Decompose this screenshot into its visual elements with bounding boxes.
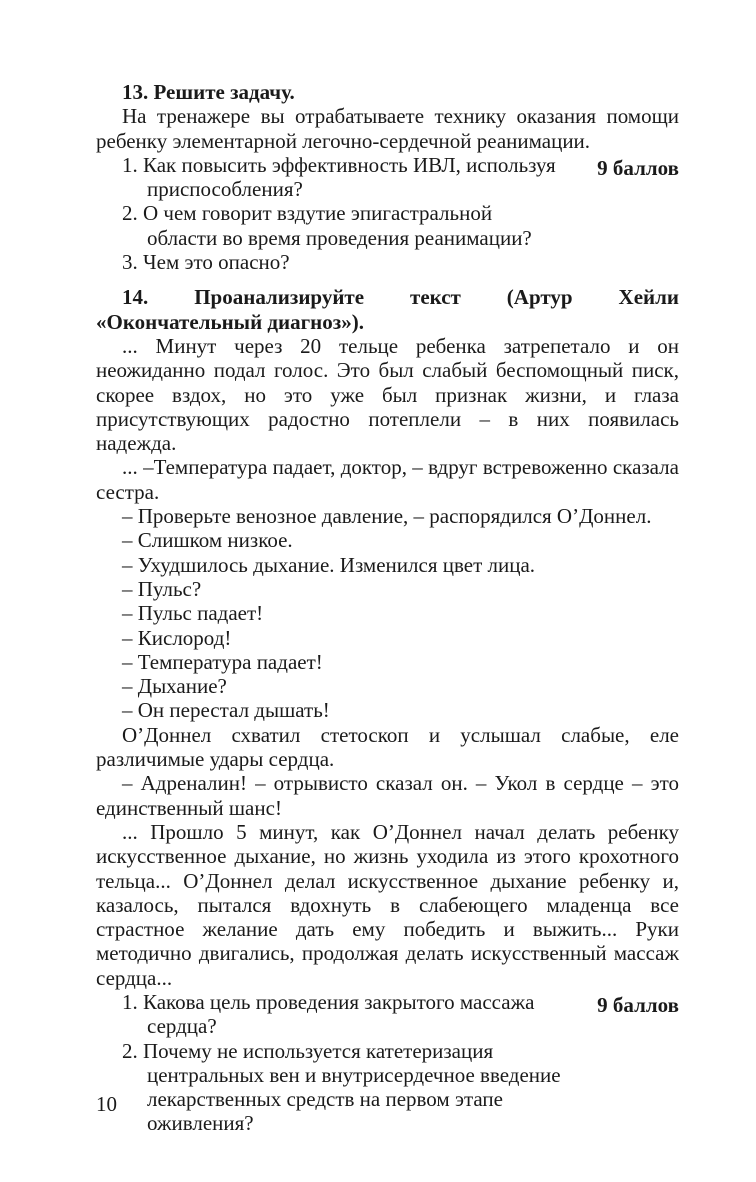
- question-item: 1. Какова цель проведения закрытого массажа сердца?: [122, 989, 535, 1039]
- question-item: 2. О чем говорит вздутие эпигастральной области во время проведения реанимации?: [122, 201, 532, 250]
- task-14-points: 9 баллов: [597, 992, 679, 1017]
- task-13-heading: 13. Решите задачу.: [122, 80, 295, 104]
- dialogue-line: – Дыхание?: [122, 674, 227, 699]
- task-13-questions: [96, 153, 679, 274]
- page-content: [96, 80, 679, 1136]
- dialogue-line: – Ухудшилось дыхание. Изменился цвет лица.: [122, 552, 536, 577]
- passage-paragraph: О’Доннел схватил стетоскоп и услышал слабые, еле различимые удары сердца.: [96, 722, 679, 772]
- section-gap: [96, 274, 679, 285]
- page-number: 10: [96, 1092, 117, 1116]
- passage-paragraph: – Адреналин! – отрывисто сказал он. – Укол в сердце – это единственный шанс!: [96, 771, 679, 820]
- task-13-points: 9 баллов: [597, 155, 679, 180]
- question-item: 3. Чем это опасно?: [122, 250, 290, 275]
- task-13-question-block: [96, 153, 679, 274]
- dialogue-line: – Температура падает!: [122, 649, 323, 674]
- task-13-intro: На тренажере вы отрабатываете технику оказания помощи ребенку элементарной легочно-сердечной реанимации.: [96, 104, 679, 153]
- passage-paragraph: ... Прошло 5 минут, как О’Доннел начал делать ребенку искусственное дыхание, но жизнь уходила из этого крохотного тельца... О’Доннел делал искусственное дыхание ребенку и, казалось, пытался вдохнуть в слабеющего младенца все страстное желание дать ему победить и выжить... Руки методично двигались, продолжая делать искусственный массаж сердца...: [96, 819, 679, 990]
- task-14-heading: 14. Проанализируйте текст (Артур Хейли «Окончательный диагноз»).: [96, 285, 679, 334]
- task-14-questions: [96, 990, 679, 1136]
- task-13: [96, 80, 679, 274]
- passage-paragraph: ... –Температура падает, доктор, – вдруг встревоженно сказала сестра.: [96, 455, 679, 504]
- task-14-question-block: [96, 990, 679, 1136]
- task-14: [96, 285, 679, 1135]
- passage-paragraph: ... Минут через 20 тельце ребенка затрепетало и он неожиданно подал голос. Это был слабый беспомощный писк, скорее вздох, но это уже был признак жизни, и глаза присутствующих радостно потеплели – в них появилась надежда.: [96, 333, 679, 456]
- question-item: 1. Как повысить эффективность ИВЛ, используя приспособления?: [122, 152, 556, 202]
- dialogue-line: – Он перестал дышать!: [122, 698, 330, 723]
- dialogue-line: – Проверьте венозное давление, – распорядился О’Доннел.: [122, 504, 652, 529]
- dialogue-line: – Пульс падает!: [122, 601, 264, 626]
- dialogue-line: – Кислород!: [122, 625, 232, 650]
- dialogue-line: – Слишком низкое.: [122, 528, 293, 553]
- dialogue-line: – Пульс?: [122, 576, 202, 601]
- question-item: 2. Почему не используется катетеризация центральных вен и внутрисердечное введение лекарственных средств на первом этапе оживления?: [122, 1038, 561, 1136]
